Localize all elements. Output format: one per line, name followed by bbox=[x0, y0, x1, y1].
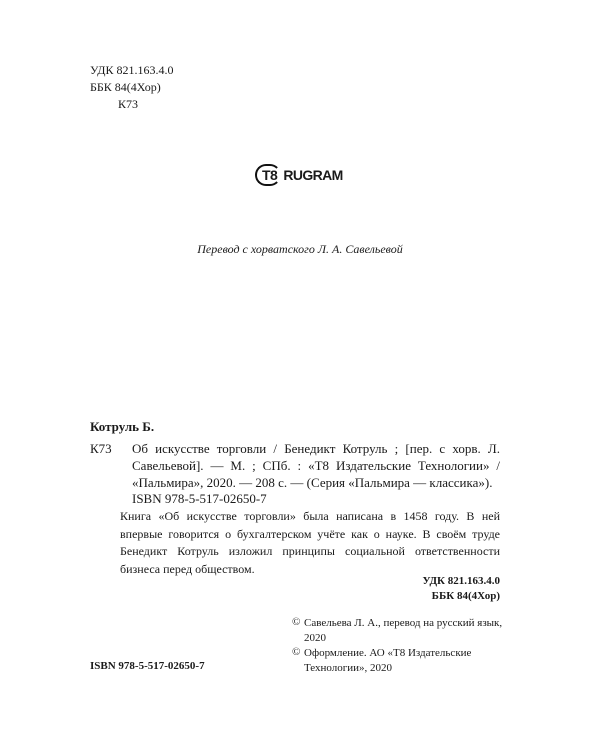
bottom-classification bbox=[380, 574, 500, 604]
udk-code: УДК 821.163.4.0 bbox=[90, 63, 174, 77]
publisher-logo bbox=[255, 163, 343, 187]
catalog-code: К73 bbox=[90, 441, 112, 456]
bottom-isbn: ISBN 978-5-517-02650-7 bbox=[90, 660, 205, 672]
bottom-bbk-code: ББК 84(4Хор) bbox=[431, 590, 500, 602]
bottom-udk-code: УДК 821.163.4.0 bbox=[422, 575, 500, 587]
bbk-code: ББК 84(4Хор) bbox=[90, 80, 161, 94]
copyright-translation: Савельева Л. А., перевод на русский язык, 2020 bbox=[304, 617, 503, 644]
copyright-symbol: © bbox=[292, 646, 301, 658]
classification-codes bbox=[90, 62, 173, 113]
catalog-isbn: ISBN 978-5-517-02650-7 bbox=[132, 491, 267, 506]
book-annotation: Книга «Об искусстве торговли» была написана в 1458 году. В ней впервые говорится о бухгалтерском учёте как о науке. В своём труде Бенедикт Котруль изложил принципы социальной ответственности бизнеса перед обществом. bbox=[120, 509, 500, 576]
copyright-design: Оформление. АО «Т8 Издательские Технологии», 2020 bbox=[304, 647, 472, 674]
catalog-description: Об искусстве торговли / Бенедикт Котруль ; [пер. с хорв. Л. Савельевой]. — М. ; СПб. : «Т8 Издательские Технологии» / «Пальмира», 2020. — 208 с. — (Серия «Пальмира — классика»). bbox=[132, 441, 500, 490]
logo-wordmark: RUGRAM bbox=[283, 167, 343, 183]
t8-ring-icon: T8 bbox=[255, 164, 281, 186]
copyright-symbol: © bbox=[292, 616, 301, 628]
catalog-author: Котруль Б. bbox=[90, 419, 155, 434]
author-mark: К73 bbox=[118, 97, 139, 111]
translator-credit: Перевод с хорватского Л. А. Савельевой bbox=[197, 242, 403, 256]
